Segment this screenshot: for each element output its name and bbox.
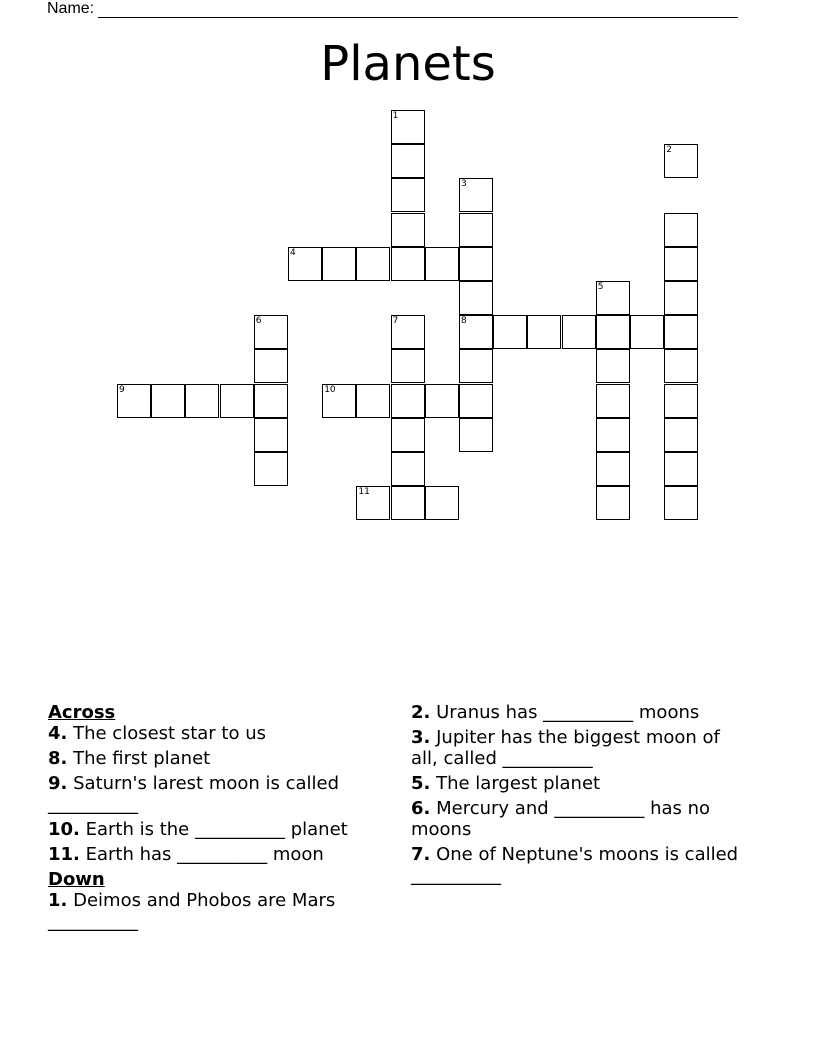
crossword-cell[interactable]	[664, 213, 698, 247]
crossword-cell[interactable]	[425, 486, 459, 520]
clue-item	[48, 890, 393, 932]
crossword-cell[interactable]	[493, 315, 527, 349]
clue-item	[411, 844, 751, 886]
crossword-cell[interactable]	[322, 384, 356, 418]
clue-item	[48, 748, 393, 769]
crossword-cell[interactable]	[596, 384, 630, 418]
crossword-cell[interactable]	[185, 384, 219, 418]
crossword-cell[interactable]	[151, 384, 185, 418]
crossword-cell[interactable]	[254, 452, 288, 486]
crossword-cell[interactable]	[596, 418, 630, 452]
clue-item	[411, 727, 751, 769]
clue-item	[411, 773, 751, 794]
crossword-cell[interactable]	[459, 418, 493, 452]
across-clue-list	[48, 723, 393, 865]
name-label: Name:	[47, 0, 95, 17]
crossword-cell[interactable]	[391, 384, 425, 418]
clue-item-text: The largest planet	[436, 773, 601, 794]
crossword-cell[interactable]	[596, 486, 630, 520]
crossword-cell[interactable]	[596, 281, 630, 315]
page-title: Planets	[320, 36, 496, 92]
crossword-cell[interactable]	[254, 349, 288, 383]
crossword-cell[interactable]	[254, 315, 288, 349]
clue-item-text: The closest star to us	[73, 723, 266, 744]
clue-number: 5	[597, 282, 604, 292]
crossword-cell[interactable]	[459, 178, 493, 212]
clue-number: 4	[290, 247, 296, 258]
crossword-cell[interactable]	[459, 315, 493, 349]
crossword-cell[interactable]	[664, 315, 698, 349]
crossword-cell[interactable]	[630, 315, 664, 349]
crossword-cell[interactable]	[664, 486, 698, 520]
clue-item-number: 3.	[411, 727, 431, 748]
clues-left-column	[48, 702, 393, 936]
crossword-cell[interactable]	[391, 110, 425, 144]
clue-item-number: 1.	[48, 890, 68, 911]
crossword-cell[interactable]	[459, 247, 493, 281]
clue-number: 11	[358, 487, 370, 498]
clue-item-number: 5.	[411, 773, 431, 794]
clue-number: 3	[461, 179, 467, 190]
crossword-cell[interactable]	[356, 486, 390, 520]
clue-item	[411, 798, 751, 840]
clue-item	[48, 773, 393, 815]
crossword-cell[interactable]	[664, 247, 698, 281]
crossword-cell[interactable]	[391, 247, 425, 281]
crossword-cell[interactable]	[220, 384, 254, 418]
crossword-cell[interactable]	[391, 315, 425, 349]
crossword-cell[interactable]	[664, 349, 698, 383]
crossword-cell[interactable]	[664, 144, 698, 178]
crossword-cell[interactable]	[391, 178, 425, 212]
clue-item	[411, 702, 751, 723]
crossword-cell[interactable]	[459, 213, 493, 247]
clue-item-number: 10.	[48, 819, 80, 840]
clue-number: 2	[666, 145, 672, 156]
clue-item-number: 7.	[411, 844, 431, 865]
crossword-cell[interactable]	[391, 213, 425, 247]
crossword-cell[interactable]	[459, 281, 493, 315]
crossword-cell[interactable]	[356, 384, 390, 418]
crossword-cell[interactable]	[254, 384, 288, 418]
clue-number: 7	[392, 316, 399, 327]
clue-item-number: 8.	[48, 748, 68, 769]
clue-item	[48, 819, 393, 840]
clue-number: 8	[461, 316, 467, 327]
clue-number: 1	[392, 111, 399, 121]
clue-item-text: Earth is the __________ planet	[85, 819, 348, 840]
crossword-cell[interactable]	[596, 315, 630, 349]
crossword-cell[interactable]	[459, 349, 493, 383]
crossword-cell[interactable]	[356, 247, 390, 281]
clue-number: 6	[255, 316, 262, 327]
crossword-cell[interactable]	[459, 384, 493, 418]
crossword-cell[interactable]	[664, 418, 698, 452]
crossword-cell[interactable]	[562, 315, 596, 349]
clue-item	[48, 723, 393, 744]
clue-item-text: Mercury and __________ has no moons	[411, 798, 711, 840]
crossword-cell[interactable]	[425, 247, 459, 281]
crossword-cell[interactable]	[664, 452, 698, 486]
clue-item-number: 9.	[48, 773, 68, 794]
clue-item-number: 4.	[48, 723, 68, 744]
clue-item	[48, 844, 393, 865]
crossword-cell[interactable]	[391, 418, 425, 452]
clue-item-number: 2.	[411, 702, 431, 723]
across-heading: Across	[48, 702, 116, 723]
clue-item-text: Jupiter has the biggest moon of all, called __________	[411, 727, 720, 769]
clue-item-text: One of Neptune's moons is called __________	[411, 844, 739, 886]
crossword-cell[interactable]	[527, 315, 561, 349]
crossword-cell[interactable]	[391, 486, 425, 520]
crossword-cell[interactable]	[391, 452, 425, 486]
crossword-cell[interactable]	[254, 418, 288, 452]
crossword-cell[interactable]	[391, 144, 425, 178]
down-clue-list	[48, 890, 393, 932]
clue-item-text: Earth has __________ moon	[85, 844, 324, 865]
crossword-cell[interactable]	[664, 384, 698, 418]
clue-item-text: The first planet	[73, 748, 211, 769]
clue-item-text: Deimos and Phobos are Mars __________	[48, 890, 336, 932]
down-clue-list-continued	[411, 702, 751, 886]
clue-number: 9	[119, 384, 125, 395]
clue-item-text: Saturn's larest moon is called __________	[48, 773, 340, 815]
crossword-cell[interactable]	[391, 349, 425, 383]
clue-number: 10	[324, 384, 336, 395]
crossword-cell[interactable]	[322, 247, 356, 281]
clue-item-text: Uranus has __________ moons	[436, 702, 700, 723]
crossword-cell[interactable]	[596, 452, 630, 486]
crossword-cell[interactable]	[664, 281, 698, 315]
crossword-cell[interactable]	[596, 349, 630, 383]
clue-item-number: 11.	[48, 844, 80, 865]
crossword-cell[interactable]	[117, 384, 151, 418]
crossword-cell[interactable]	[288, 247, 322, 281]
down-heading: Down	[48, 869, 105, 890]
clue-item-number: 6.	[411, 798, 431, 819]
crossword-cell[interactable]	[425, 384, 459, 418]
clues-right-column	[411, 702, 751, 890]
